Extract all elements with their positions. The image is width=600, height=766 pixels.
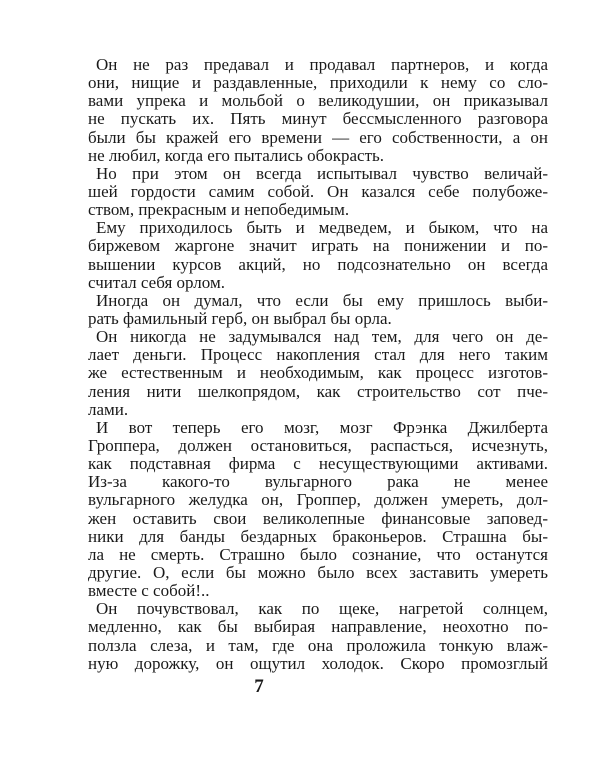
- paragraph: [88, 165, 548, 219]
- paragraph: [88, 292, 548, 328]
- paragraph: [88, 419, 548, 600]
- text-line: ла не смерть. Страшно было сознание, что останутся: [88, 544, 548, 564]
- paragraph: [88, 600, 548, 673]
- text-line: жен оставить свои великолепные финансовые заповед-: [88, 508, 548, 528]
- text-line: Гроппера, должен остановиться, распасться, исчезнуть,: [88, 435, 548, 455]
- body-text: [88, 56, 548, 673]
- paragraph: [88, 328, 548, 419]
- text-line: другие. О, если бы можно было всех заставить умереть: [88, 562, 548, 582]
- text-line: вышении курсов акций, но подсознательно он всегда: [88, 254, 548, 274]
- text-line: биржевом жаргоне значит играть на понижении и по-: [88, 236, 548, 256]
- text-line: Ему приходилось быть и медведем, и быком, что на: [96, 218, 548, 238]
- text-line: рать фамильный герб, он выбрал бы орла.: [88, 308, 392, 328]
- text-line: ления нити шелкопрядом, как строительство сот пче-: [88, 381, 548, 401]
- text-line: вами упрека и мольбой о великодушии, он приказывал: [88, 91, 548, 111]
- text-line: не пускать их. Пять минут бессмысленного разговора: [88, 109, 548, 129]
- text-line: медленно, как бы выбирая направление, неохотно по-: [88, 617, 548, 637]
- text-line: вместе с собой!..: [88, 581, 210, 601]
- text-line: Иногда он думал, что если бы ему пришлось выби-: [96, 290, 548, 310]
- text-line: Из-за какого-то вульгарного рака не менее: [88, 472, 548, 492]
- text-line: Но при этом он всегда испытывал чувство величай-: [96, 163, 548, 183]
- text-line: ством, прекрасным и непобедимым.: [88, 200, 350, 220]
- text-line: ники для банды бездарных браконьеров. Страшна бы-: [88, 526, 548, 546]
- text-line: же естественным и необходимым, как процесс изготов-: [88, 363, 548, 383]
- text-line: ную дорожку, он ощутил холодок. Скоро промозглый: [88, 653, 548, 673]
- paragraph: [88, 56, 548, 165]
- text-line: шей гордости самим собой. Он казался себе полубоже-: [88, 181, 548, 201]
- text-line: вульгарного желудка он, Гроппер, должен умереть, дол-: [88, 490, 548, 510]
- text-line: они, нищие и раздавленные, приходили к нему со сло-: [88, 73, 548, 93]
- text-line: И вот теперь его мозг, мозг Фрэнка Джилберта: [96, 417, 548, 437]
- text-line: не любил, когда его пытались обокрасть.: [88, 145, 385, 165]
- text-line: как подставная фирма с несуществующими активами.: [88, 454, 548, 474]
- text-line: лает деньги. Процесс накопления стал для него таким: [88, 345, 548, 365]
- text-line: считал себя орлом.: [88, 272, 225, 292]
- text-line: Он никогда не задумывался над тем, для чего он де-: [96, 327, 548, 347]
- paragraph: [88, 219, 548, 292]
- text-line: Он почувствовал, как по щеке, нагретой солнцем,: [96, 599, 548, 619]
- text-line: лами.: [88, 399, 129, 419]
- text-line: Он не раз предавал и продавал партнеров, и когда: [96, 55, 548, 74]
- page-number: 7: [254, 676, 264, 697]
- text-line: ползла слеза, и там, где она проложила тонкую влаж-: [88, 635, 548, 655]
- text-line: были бы кражей его времени — его собственности, а он: [88, 127, 548, 147]
